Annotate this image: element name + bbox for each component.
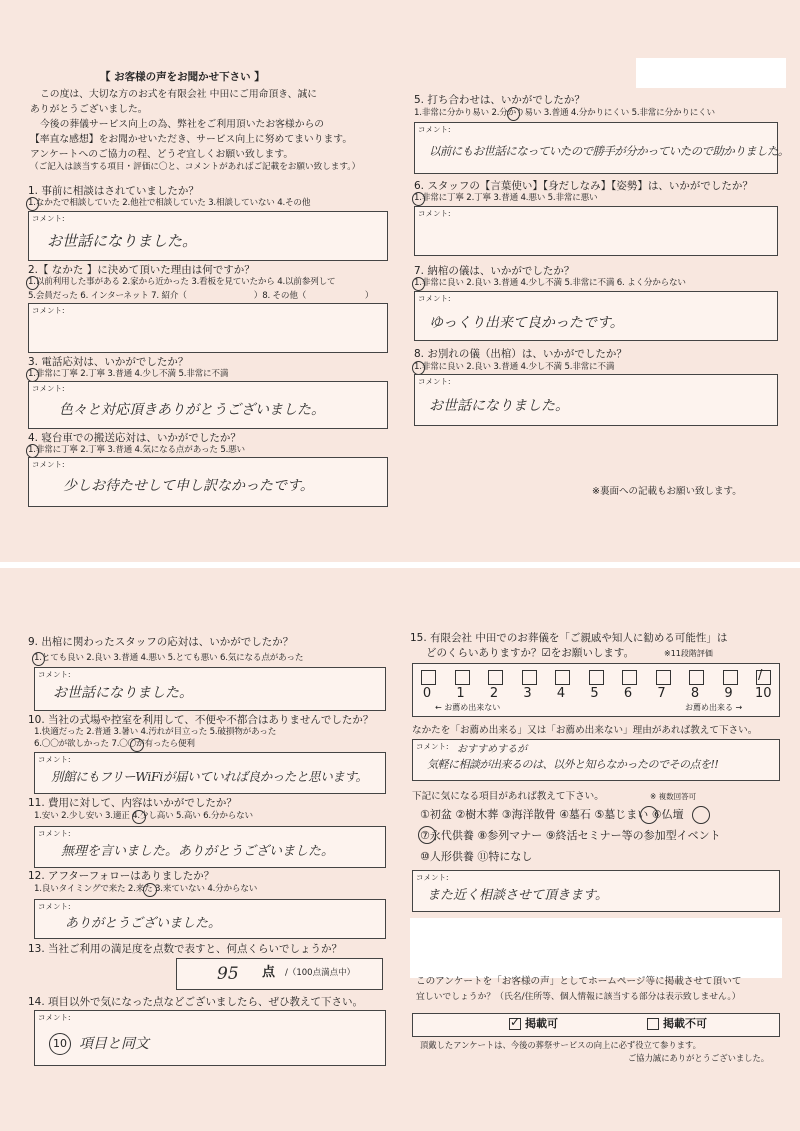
question-6: 6. スタッフの【言葉使い】【身だしなみ】【姿勢】は、いかがでしたか？ <box>414 180 753 192</box>
q6-options: 1.非常に丁寧 2.丁寧 3.普通 4.悪い 5.非常に悪い <box>414 193 598 203</box>
scale-number: 1 <box>456 686 465 701</box>
interest-comment-box[interactable] <box>412 870 780 912</box>
q15-reason-box[interactable] <box>412 739 780 781</box>
check-icon: ✓ <box>510 1015 521 1029</box>
question-8: 8. お別れの儀（出棺）は、いかがでしたか？ <box>414 348 627 360</box>
redaction-box <box>410 918 782 978</box>
question-13: 13. 当社ご利用の満足度を点数で表すと、何点くらいでしょうか？ <box>28 943 343 955</box>
q15-reason-question: なかたを「お薦め出来る」又は「お薦め出来ない」理由があれば教えて下さい。 <box>412 725 758 736</box>
check-icon: / <box>758 668 763 683</box>
comment-label: コメント: <box>418 125 451 134</box>
q4-comment: 少しお待たせして申し訳なかったです。 <box>63 478 314 494</box>
interest-note: ※ 複数回答可 <box>650 792 697 801</box>
scale-checkbox-10[interactable] <box>756 670 771 685</box>
publish-question: このアンケートを「お客様の声」としてホームページ等に掲載させて頂いて <box>416 976 742 987</box>
intro-line: アンケートへのご協力の程、どうぞ宜しくお願い致します。 <box>30 149 294 160</box>
q12-comment: ありがとうございました。 <box>65 916 222 931</box>
scale-checkbox-1[interactable] <box>455 670 470 685</box>
q2-options-2: 5.会員だった 6. インターネット 7. 紹介（ ）8. その他（ ） <box>28 291 374 301</box>
q5-comment-box[interactable] <box>414 122 789 174</box>
scale-checkbox-6[interactable] <box>622 670 637 685</box>
publish-question-2: 宜しいでしょうか？（氏名/住所等、個人情報に該当する部分は表示致しません。） <box>416 992 741 1002</box>
scale-right-label: お薦め出来る → <box>685 703 743 712</box>
question-14: 14. 項目以外で気になった点などございましたら、ぜひ教えて下さい。 <box>28 996 364 1008</box>
q7-comment-box[interactable] <box>414 291 778 341</box>
comment-label: コメント: <box>32 384 65 393</box>
publish-yes-label: 掲載可 <box>525 1017 558 1030</box>
intro-line: 【率直な感想】をお聞かせいただき、サービス向上に努めてまいります。 <box>30 134 353 145</box>
selected-circle <box>132 810 146 824</box>
question-9: 9. 出棺に関わったスタッフの応対は、いかがでしたか？ <box>28 636 294 648</box>
selected-circle <box>130 738 144 752</box>
survey-sheet-back <box>0 568 800 1131</box>
q12-comment-box[interactable] <box>34 899 386 939</box>
intro-line: （ご記入は該当する項目・評価に〇と、コメントがあればご記載をお願い致します。） <box>30 162 361 172</box>
selected-circle <box>418 826 436 844</box>
scale-number: 2 <box>489 686 499 701</box>
q9-comment: お世話になりました。 <box>53 685 193 701</box>
question-12: 12. アフターフォローはありましたか？ <box>28 870 215 882</box>
selected-circle <box>143 883 157 897</box>
q12-options: 1.良いタイミングで来た 2.来た 3.来ていない 4.分からない <box>34 884 258 894</box>
scale-left-label: ← お薦め出来ない <box>435 703 501 712</box>
selected-circle <box>26 444 39 458</box>
comment-label: コメント: <box>38 1013 71 1022</box>
q10-comment: 別館にもフリーWiFiが届いていれば良かったと思います。 <box>51 769 368 784</box>
publish-no-label: 掲載不可 <box>663 1017 707 1030</box>
interest-options-3: ⑩人形供養 ⑪特になし <box>420 850 533 863</box>
scale-number: 0 <box>422 686 432 701</box>
thanks-line-1: 頂戴したアンケートは、今後の葬祭サービスの向上に必ず役立て参ります。 <box>420 1040 701 1050</box>
q9-comment-box[interactable] <box>34 667 386 711</box>
scale-checkbox-3[interactable] <box>522 670 537 685</box>
comment-label: コメント: <box>38 829 71 838</box>
q10-options: 1.快適だった 2.普通 3.暑い 4.汚れが目立った 5.破損物があった <box>34 727 277 737</box>
q14-circled-number: 10 <box>49 1033 71 1055</box>
comment-label: コメント: <box>38 670 71 679</box>
q13-score-box[interactable] <box>176 958 383 990</box>
scale-checkbox-0[interactable] <box>421 670 436 685</box>
publish-options <box>412 1013 780 1037</box>
question-15-2: どのくらいありますか？☑をお願いします。 <box>426 647 635 659</box>
q7-comment: ゆっくり出来て良かったです。 <box>429 315 624 331</box>
comment-label: コメント: <box>418 294 451 303</box>
comment-label: コメント: <box>38 902 71 911</box>
scale-checkbox-9[interactable] <box>723 670 738 685</box>
q1-comment-box[interactable] <box>28 211 388 261</box>
q3-comment: 色々と対応頂きありがとうございました。 <box>59 402 325 418</box>
q13-unit: 点 <box>262 965 276 980</box>
intro-line: ありがとうございました。 <box>30 104 148 115</box>
interest-options-1: ①初盆 ②樹木葬 ③海洋散骨 ④墓石 ⑤墓じまい ⑥仏壇 <box>420 808 684 821</box>
scale-checkbox-5[interactable] <box>589 670 604 685</box>
question-11: 11. 費用に対して、内容はいかがでしたか？ <box>28 797 237 809</box>
selected-circle <box>412 277 425 291</box>
interest-comment: また近く相談させて頂きます。 <box>427 888 608 903</box>
q15-reason: 気軽に相談が出来るのは、以外と知らなかったのでその点を!! <box>427 758 719 771</box>
question-15: 15. 有限会社 中田でのお葬儀を「ご親戚や知人に勧める可能性」は <box>410 632 728 644</box>
publish-no-checkbox[interactable] <box>647 1018 659 1030</box>
q13-score: 95 <box>217 964 239 984</box>
q10-options-2: 6.〇〇が欲しかった 7.〇〇が有ったら便利 <box>34 739 195 749</box>
scale-number: 4 <box>556 686 566 701</box>
interest-options-2: ⑦永代供養 ⑧参列マナー ⑨終活セミナー等の参加型イベント <box>420 829 721 842</box>
scale-number: 8 <box>690 686 700 701</box>
q3-options: 1.非常に丁寧 2.丁寧 3.普通 4.少し不満 5.非常に不満 <box>28 369 229 379</box>
intro-line: この度は、大切な方のお式を有限会社 中田にご用命頂き、誠に <box>40 89 318 100</box>
scale-number: 3 <box>523 686 532 701</box>
selected-circle <box>640 806 658 824</box>
scale-number: 7 <box>657 686 666 701</box>
q1-comment: お世話になりました。 <box>47 232 198 250</box>
question-10: 10. 当社の式場や控室を利用して、不便や不都合はありませんでしたか？ <box>28 714 374 726</box>
q4-options: 1.非常に丁寧 2.丁寧 3.普通 4.気になる点があった 5.悪い <box>28 445 245 455</box>
q14-comment: 項目と同文 <box>79 1036 149 1052</box>
q7-options: 1.非常に良い 2.良い 3.普通 4.少し不満 5.非常に不満 6. よく分からない <box>414 278 686 288</box>
q3-comment-box[interactable] <box>28 381 388 429</box>
q2-options: 1.以前利用した事がある 2.家から近かった 3.看板を見ていたから 4.以前参列して <box>28 277 336 287</box>
scale-checkbox-7[interactable] <box>656 670 671 685</box>
survey-title: 【 お客様の声をお聞かせ下さい 】 <box>100 71 265 83</box>
q4-comment-box[interactable] <box>28 457 388 507</box>
q11-comment-box[interactable] <box>34 826 386 868</box>
comment-label: コメント: <box>32 460 65 469</box>
selected-circle <box>412 361 425 375</box>
selected-circle <box>26 276 39 290</box>
q11-options: 1.安い 2.少し安い 3.適正 4.少し高い 5.高い 6.分からない <box>34 811 253 821</box>
scale-number: 10 <box>755 686 772 701</box>
q2-comment-box[interactable] <box>28 303 388 353</box>
publish-yes-checkbox[interactable] <box>509 1015 521 1030</box>
q9-options: 1.とても良い 2.良い 3.普通 4.悪い 5.とても悪い 6.気になる点があった <box>34 653 304 663</box>
redaction-box <box>636 58 786 88</box>
q15-reason-top: おすすめするが <box>457 744 528 755</box>
survey-sheet-front <box>0 0 800 562</box>
comment-label: コメント: <box>38 755 71 764</box>
comment-label: コメント: <box>416 742 449 751</box>
selected-circle <box>412 192 425 206</box>
thanks-line-2: ご協力誠にありがとうございました。 <box>628 1053 770 1063</box>
q5-comment: 以前にもお世話になっていたので勝手が分かっていたので助かりました。 <box>429 144 789 158</box>
q8-comment: お世話になりました。 <box>429 398 569 414</box>
scale-number: 9 <box>724 686 733 701</box>
q13-note: /（100点満点中） <box>285 968 356 978</box>
comment-label: コメント: <box>32 214 65 223</box>
question-1: 1. 事前に相談はされていましたか？ <box>28 185 199 197</box>
question-4: 4. 寝台車での搬送応対は、いかがでしたか？ <box>28 432 241 444</box>
comment-label: コメント: <box>32 306 65 315</box>
selected-circle <box>692 806 710 824</box>
scale-checkbox-4[interactable] <box>555 670 570 685</box>
q15-note: ※11段階評価 <box>664 649 713 658</box>
q11-comment: 無理を言いました。ありがとうございました。 <box>61 844 335 859</box>
selected-circle <box>507 107 520 121</box>
scale-number: 6 <box>623 686 633 701</box>
back-side-note: ※裏面への記載もお願い致します。 <box>592 486 742 497</box>
selected-circle <box>26 197 39 211</box>
scale-checkbox-2[interactable] <box>488 670 503 685</box>
question-3: 3. 電話応対は、いかがでしたか？ <box>28 356 189 368</box>
q14-comment-box[interactable] <box>34 1010 386 1066</box>
selected-circle <box>32 652 45 666</box>
scale-number: 5 <box>590 686 599 701</box>
comment-label: コメント: <box>418 209 451 218</box>
q8-comment-box[interactable] <box>414 374 778 426</box>
comment-label: コメント: <box>416 873 449 882</box>
question-5: 5. 打ち合わせは、いかがでしたか？ <box>414 94 585 106</box>
q6-comment-box[interactable] <box>414 206 778 256</box>
comment-label: コメント: <box>418 377 451 386</box>
q15-scale-box <box>412 663 780 717</box>
q5-options: 1.非常に分かり易い 2.分かり易い 3.普通 4.分かりにくい 5.非常に分かりにくい <box>414 108 715 118</box>
question-7: 7. 納棺の儀は、いかがでしたか？ <box>414 265 575 277</box>
intro-line: 今後の葬儀サービス向上の為、弊社をご利用頂いたお客様からの <box>40 119 325 130</box>
q10-comment-box[interactable] <box>34 752 386 794</box>
scale-checkbox-8[interactable] <box>689 670 704 685</box>
q8-options: 1.非常に良い 2.良い 3.普通 4.少し不満 5.非常に不満 <box>414 362 615 372</box>
question-2: 2.【 なかた 】に決めて頂いた理由は何ですか？ <box>28 264 255 276</box>
q1-options: 1.なかたで相談していた 2.他社で相談していた 3.相談していない 4.その他 <box>28 198 311 208</box>
selected-circle <box>26 368 39 382</box>
interest-question: 下記に気になる項目があれば教えて下さい。 <box>412 791 604 802</box>
